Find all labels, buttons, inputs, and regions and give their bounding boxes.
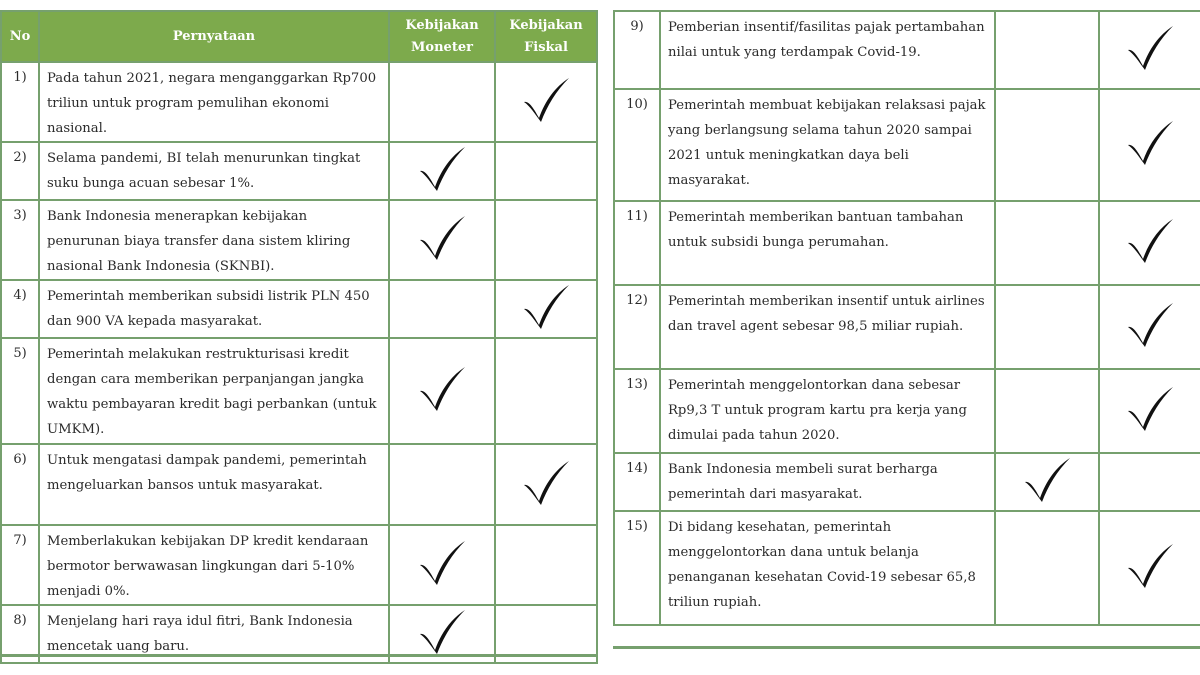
fiscal-cell — [1099, 285, 1200, 369]
header-fiscal: Kebijakan Fiskal — [495, 11, 597, 62]
monetary-cell — [389, 525, 495, 605]
checkmark-icon — [520, 281, 572, 333]
row-statement: Bank Indonesia membeli surat berharga pemerintah dari masyarakat. — [660, 453, 995, 511]
checkmark-icon — [1124, 117, 1176, 169]
checkmark-icon — [416, 143, 468, 195]
row-statement: Pada tahun 2021, negara menganggarkan Rp700 triliun untuk program pemulihan ekonomi nasional. — [39, 62, 389, 142]
row-number: 6) — [1, 444, 39, 525]
monetary-cell — [389, 338, 495, 444]
monetary-cell — [995, 11, 1099, 89]
table-row — [614, 453, 1200, 511]
fiscal-cell — [1099, 11, 1200, 89]
policy-table-right — [613, 10, 1200, 626]
row-statement: Pemerintah memberikan bantuan tambahan untuk subsidi bunga perumahan. — [660, 201, 995, 285]
checkmark-icon — [416, 212, 468, 264]
row-statement: Di bidang kesehatan, pemerintah menggelontorkan dana untuk belanja penanganan kesehatan Covid-19 sebesar 65,8 triliun rupiah. — [660, 511, 995, 625]
monetary-cell — [995, 369, 1099, 453]
checkmark-icon — [1124, 540, 1176, 592]
monetary-cell — [389, 142, 495, 200]
checkmark-icon — [416, 537, 468, 589]
monetary-cell — [995, 453, 1099, 511]
row-number: 14) — [614, 453, 660, 511]
row-number: 7) — [1, 525, 39, 605]
monetary-cell — [389, 200, 495, 280]
checkmark-icon — [1021, 454, 1073, 506]
table-row — [1, 200, 597, 280]
row-statement: Selama pandemi, BI telah menurunkan tingkat suku bunga acuan sebesar 1%. — [39, 142, 389, 200]
monetary-cell — [389, 62, 495, 142]
row-number: 4) — [1, 280, 39, 338]
checkmark-icon — [1124, 215, 1176, 267]
row-number: 2) — [1, 142, 39, 200]
table-row — [1, 280, 597, 338]
table-row — [1, 525, 597, 605]
bottom-rule-left — [0, 654, 596, 657]
row-statement: Pemerintah melakukan restrukturisasi kredit dengan cara memberikan perpanjangan jangka waktu pembayaran kredit bagi perbankan (untuk UMKM). — [39, 338, 389, 444]
table-row — [614, 89, 1200, 201]
row-number: 5) — [1, 338, 39, 444]
row-statement: Pemerintah membuat kebijakan relaksasi pajak yang berlangsung selama tahun 2020 sampai 2021 untuk meningkatkan daya beli masyarakat. — [660, 89, 995, 201]
row-number: 11) — [614, 201, 660, 285]
header-statement: Pernyataan — [39, 11, 389, 62]
monetary-cell — [995, 89, 1099, 201]
checkmark-icon — [1124, 299, 1176, 351]
monetary-cell — [995, 511, 1099, 625]
monetary-cell — [389, 280, 495, 338]
row-number: 10) — [614, 89, 660, 201]
fiscal-cell — [495, 338, 597, 444]
checkmark-icon — [416, 606, 468, 658]
fiscal-cell — [1099, 201, 1200, 285]
monetary-cell — [995, 285, 1099, 369]
fiscal-cell — [495, 200, 597, 280]
row-statement: Untuk mengatasi dampak pandemi, pemerintah mengeluarkan bansos untuk masyarakat. — [39, 444, 389, 525]
table-row — [1, 142, 597, 200]
table-row — [1, 62, 597, 142]
fiscal-cell — [1099, 89, 1200, 201]
fiscal-cell — [495, 142, 597, 200]
row-number: 12) — [614, 285, 660, 369]
fiscal-cell — [495, 444, 597, 525]
header-no: No — [1, 11, 39, 62]
fiscal-cell — [495, 280, 597, 338]
table-row — [614, 11, 1200, 89]
row-number: 1) — [1, 62, 39, 142]
fiscal-cell — [1099, 453, 1200, 511]
row-statement: Pemerintah memberikan insentif untuk airlines dan travel agent sebesar 98,5 miliar rupiah. — [660, 285, 995, 369]
left-table-panel — [0, 10, 596, 664]
monetary-cell — [389, 444, 495, 525]
header-monetary: Kebijakan Moneter — [389, 11, 495, 62]
checkmark-icon — [520, 457, 572, 509]
bottom-rule-right — [613, 646, 1200, 649]
row-number: 9) — [614, 11, 660, 89]
table-row — [614, 201, 1200, 285]
row-statement: Pemberian insentif/fasilitas pajak pertambahan nilai untuk yang terdampak Covid-19. — [660, 11, 995, 89]
row-statement: Menjelang hari raya idul fitri, Bank Indonesia mencetak uang baru. — [39, 605, 389, 663]
row-statement: Pemerintah memberikan subsidi listrik PLN 450 dan 900 VA kepada masyarakat. — [39, 280, 389, 338]
row-statement: Pemerintah menggelontorkan dana sebesar Rp9,3 T untuk program kartu pra kerja yang dimulai pada tahun 2020. — [660, 369, 995, 453]
row-number: 13) — [614, 369, 660, 453]
checkmark-icon — [1124, 22, 1176, 74]
row-statement: Memberlakukan kebijakan DP kredit kendaraan bermotor berwawasan lingkungan dari 5-10% menjadi 0%. — [39, 525, 389, 605]
checkmark-icon — [520, 74, 572, 126]
table-row — [614, 285, 1200, 369]
row-number: 3) — [1, 200, 39, 280]
table-row — [614, 511, 1200, 625]
row-number: 15) — [614, 511, 660, 625]
monetary-cell — [995, 201, 1099, 285]
table-header-row — [1, 11, 597, 62]
row-number: 8) — [1, 605, 39, 663]
fiscal-cell — [1099, 369, 1200, 453]
row-statement: Bank Indonesia menerapkan kebijakan penurunan biaya transfer dana sistem kliring nasional Bank Indonesia (SKNBI). — [39, 200, 389, 280]
fiscal-cell — [495, 525, 597, 605]
fiscal-cell — [495, 62, 597, 142]
right-table-panel — [613, 10, 1200, 626]
checkmark-icon — [416, 363, 468, 415]
fiscal-cell — [1099, 511, 1200, 625]
policy-table-left — [0, 10, 598, 664]
table-row — [614, 369, 1200, 453]
checkmark-icon — [1124, 383, 1176, 435]
table-row — [1, 338, 597, 444]
table-row — [1, 444, 597, 525]
